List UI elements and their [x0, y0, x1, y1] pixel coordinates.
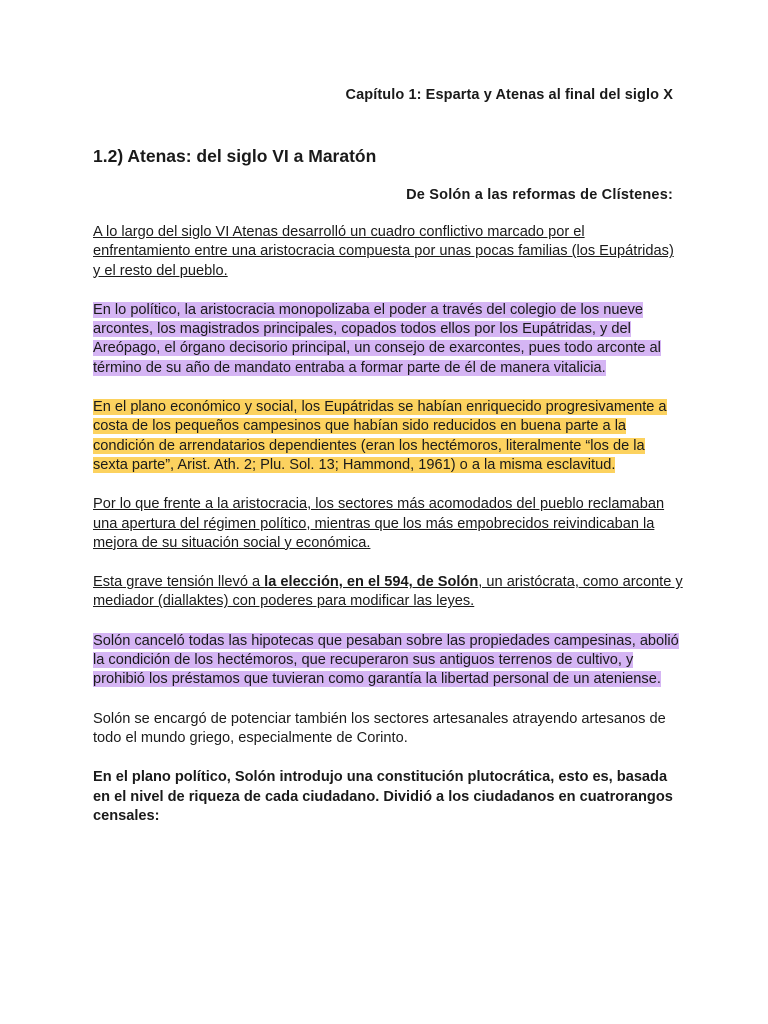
section-title: 1.2) Atenas: del siglo VI a Maratón — [93, 146, 377, 166]
paragraph-3 — [93, 398, 683, 475]
paragraph-2-text: En lo político, la aristocracia monopolizaba el poder a través del colegio de los nueve arcontes, los magistrados principales, copados todos ellos por los Eupátridas, y del Areópago, el órgano decisorio principal, un consejo de exarcontes, pues todo arconte al término de su año de mandato entraba a formar parte de él de manera vitalicia. — [93, 301, 661, 376]
document-body — [93, 223, 683, 846]
paragraph-1 — [93, 223, 683, 281]
paragraph-5-before: Esta grave tensión llevó a — [93, 574, 265, 591]
chapter-header: Capítulo 1: Esparta y Atenas al final del siglo X — [345, 87, 673, 103]
subheading: De Solón a las reformas de Clístenes: — [406, 187, 673, 203]
paragraph-3-text: En el plano económico y social, los Eupátridas se habían enriquecido progresivamente a costa de los pequeños campesinos que habían sido reducidos en buena parte a la condición de arrendatarios dependientes (eran los hectémoros, literalmente “los de la sexta parte”, Arist. Ath. 2; Plu. Sol. 13; Hammond, 1961) o a la misma esclavitud. — [93, 399, 667, 473]
paragraph-1-text: A lo largo del siglo VI Atenas desarrolló un cuadro conflictivo marcado por el enfrentamiento entre una aristocracia compuesta por unas pocas familias (los Eupátridas) y el resto del pueblo. — [93, 224, 674, 279]
paragraph-4 — [93, 495, 683, 553]
paragraph-2 — [93, 301, 683, 378]
paragraph-7 — [93, 710, 683, 749]
paragraph-4-text: Por lo que frente a la aristocracia, los sectores más acomodados del pueblo reclamaban una apertura del régimen político, mientras que los más empobrecidos reivindicaban la mejora de su situación social y económica. — [93, 496, 665, 551]
paragraph-6-text: Solón canceló todas las hipotecas que pesaban sobre las propiedades campesinas, abolió la condición de los hectémoros, que recuperaron sus antiguos terrenos de cultivo, y prohibió los préstamos que tuvieran como garantía la libertad personal de un ateniense. — [93, 632, 679, 688]
paragraph-7-text: Solón se encargó de potenciar también los sectores artesanales atrayendo artesanos de todo el mundo griego, especialmente de Corinto. — [93, 710, 666, 746]
paragraph-5 — [93, 573, 683, 612]
paragraph-8 — [93, 768, 683, 826]
paragraph-8-text: En el plano político, Solón introdujo una constitución plutocrática, esto es, basada en el nivel de riqueza de cada ciudadano. Dividió a los ciudadanos en cuatrorangos censales: — [93, 769, 673, 824]
paragraph-5-after: , un aristócrata, como arconte y mediador (diallaktes) con poderes para modificar las leyes. — [93, 574, 683, 610]
paragraph-5-bold: la elección, en el 594, de Solón — [264, 574, 479, 591]
paragraph-6 — [93, 632, 683, 690]
